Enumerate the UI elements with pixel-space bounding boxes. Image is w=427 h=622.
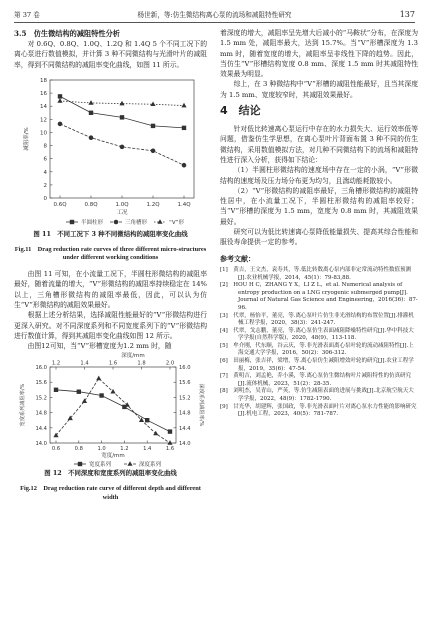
section-title-4: 4 结论: [220, 104, 261, 118]
y-axis-label: 减阻率/%: [24, 127, 30, 151]
right-paragraph-1: 着深度的增大，减阻率呈先增大后减小的“马鞍状”分布，在深度为 1.5 mm 处，减阻率最大，达到 15.7%。当“V”形槽深度为 1.3 mm 时，随着宽度的增大，减阻率呈非线性下降的趋势。因此，当仿生“V”形槽结构宽度 0.8 mm、深度 1.5 mm 时其减阻特性效果最为明显。: [220, 29, 418, 79]
data-point: [99, 394, 103, 398]
x-tick-label: 0.6Q: [53, 201, 67, 208]
x-top-tick-label: 1.4: [80, 360, 89, 367]
right-paragraph-4: （1）半圆柱形微结构的速度场中存在一定的小涡，“V”形微结构的速度场及压力场分布更为均匀，且湍动能耗散较小。: [220, 166, 418, 185]
data-point: [168, 430, 172, 434]
legend-marker: [114, 220, 119, 225]
reference-item: [9] 甘光华，胡建辉，张国政，等.非光滑表面叶片对离心泵水力性能的影响研究[J].机电工程，2023，40(5)：781-787.: [220, 403, 417, 418]
series-line: [56, 379, 170, 444]
data-point: [58, 94, 62, 98]
x-bottom-tick-label: 1.4: [143, 446, 152, 453]
y-right-tick-label: 15.2: [179, 395, 191, 402]
legend-marker: [157, 219, 162, 224]
y-tick-label: 2: [43, 182, 47, 189]
data-point: [82, 399, 87, 404]
x-bottom-tick-label: 0.6: [51, 446, 61, 453]
legend-marker: [78, 462, 82, 466]
y-right-tick-label: 14.8: [179, 411, 191, 418]
data-point: [57, 98, 62, 103]
reference-item: [6] 田丽梅，张吉祥，梁增，等.离心泵仿生减阻增效叶轮的研究[J].农业工程学报，2019，35(6)：47-54.: [220, 358, 414, 372]
data-point: [119, 101, 124, 106]
y-left-tick-label: 15.2: [35, 395, 47, 402]
legend-label: 三角槽形: [125, 219, 148, 226]
y-tick-label: 16: [40, 91, 47, 98]
data-point: [58, 122, 63, 127]
x-top-tick-label: 1.8: [137, 360, 146, 367]
y-tick-label: 12: [40, 117, 47, 124]
data-point: [182, 126, 186, 130]
x-tick-label: 1.2Q: [146, 201, 160, 208]
y-left-tick-label: 16.0: [35, 365, 47, 372]
references-title: 参考文献：: [220, 254, 255, 263]
x-bottom-tick-label: 0.8: [74, 446, 83, 453]
bottom-axis-label: 宽度/mm: [101, 453, 125, 460]
y-right-tick-label: 16.0: [179, 365, 191, 372]
data-point: [120, 144, 125, 149]
data-point: [151, 148, 156, 153]
y-tick-label: 8: [43, 143, 47, 150]
reference-item: [5] 牟介刚，代东顺，谷云庆，等.非光滑表面离心泵叶轮的流动减阻特性[J].上海交通大学学报，2016，50(2)：306-312.: [220, 342, 414, 357]
x-bottom-tick-label: 1.2: [120, 446, 129, 453]
data-point: [54, 388, 58, 392]
legend-marker: [127, 462, 132, 467]
right-paragraph-5: （2）“V”形微结构的减阻率最好，三角槽形微结构的减阻特性居中，在小流量工况下，半圆柱形微结构的减阻率较好；当“V”形槽的深度为 1.5 mm，宽度为 0.8 mm 时，其减阻效果最好。: [220, 186, 418, 226]
x-bottom-tick-label: 1.6: [165, 446, 175, 453]
y-tick-label: 4: [43, 169, 47, 176]
references-list: [220, 267, 418, 419]
y-right-tick-label: 14.0: [179, 441, 191, 448]
section-title-3-5: 3.5 仿生微结构的减阻特性分析: [14, 29, 120, 38]
data-point: [181, 103, 186, 108]
series-line: [56, 390, 170, 432]
page-number: 137: [399, 10, 415, 19]
data-point: [89, 110, 93, 114]
figure-11-chart: [14, 70, 207, 230]
y-right-tick-label: 15.6: [179, 380, 191, 387]
data-point: [89, 135, 94, 140]
figure-12-caption-en: Fig.12 Drag reduction rate curve of different depth and different width: [20, 485, 201, 501]
x-top-tick-label: 2.0: [165, 360, 175, 367]
data-point: [77, 390, 81, 394]
y-right-axis-label: 深度系列减阻率/%: [198, 383, 204, 427]
reference-item: [3] 代翠，杨怡平，董亮，等.离心泵叶片仿生非光滑结构的布置位置[J].排灌机械工程学报，2020，38(3)：241-247.: [220, 312, 414, 327]
x-top-tick-label: 1.6: [108, 360, 118, 367]
data-point: [88, 100, 93, 105]
page-header: [14, 8, 415, 23]
x-bottom-tick-label: 1.0: [97, 446, 106, 453]
figure-11-caption-cn: 图 11 不同工况下 3 种不同微结构的减阻率变化曲线: [33, 229, 188, 238]
left-paragraph-2: 由图 11 可知，在小流量工况下，半圆柱形微结构的减阻率最好，随着流量的增大，“V”形微结构的减阻率持续稳定在 14%以上，三角槽形微结构的减阻率最低，因此，可以认为仿生“V”形微结构的减阻效果最好。: [14, 270, 207, 309]
legend-label: “V”形: [169, 219, 184, 226]
reference-item: [2] HOU H C，ZHANG Y X，LI Z L，et al. Numerical analysis of entropy production on a LNG cryogenic submerged pump[J]. Journal of Natural Gas Science and Engineering，2016(36)：87-96.: [220, 282, 418, 311]
x-tick-label: 1.0Q: [115, 201, 129, 208]
y-tick-label: 14: [40, 104, 47, 111]
y-left-tick-label: 14.0: [35, 441, 47, 448]
y-tick-label: 0: [43, 195, 47, 202]
left-column: [14, 28, 207, 509]
reference-item: [8] 刘明杰，吴青山，严英，等.仿生减阻表面的进展与挑战[J].北京航空航天大学学报，2022，48(9)：1782-1790.: [220, 388, 414, 403]
volume-label: 第 37 卷: [14, 11, 40, 19]
plot-frame: [50, 367, 176, 443]
top-axis-label: 深度/mm: [121, 353, 145, 360]
x-top-tick-label: 1.2: [51, 360, 61, 367]
data-point: [120, 115, 124, 119]
legend-label: 宽度系列: [89, 462, 112, 469]
y-left-tick-label: 14.8: [35, 411, 47, 418]
y-left-tick-label: 15.6: [35, 380, 47, 387]
y-tick-label: 18: [40, 77, 47, 84]
figure-12-caption-cn: 图 12 不同深度和宽度系列的减阻率变化曲线: [44, 469, 177, 478]
legend-label: 深度系列: [139, 462, 162, 469]
x-tick-label: 0.8Q: [84, 201, 98, 208]
y-left-tick-label: 14.4: [35, 426, 47, 433]
running-title: 杨世新，等:仿生微结构离心泵的流场和减阻特性研究: [137, 11, 292, 19]
y-tick-label: 10: [40, 130, 47, 137]
y-left-axis-label: 宽度系列减阻率/%: [20, 383, 26, 427]
legend-label: 半圆柱形: [81, 219, 104, 226]
right-column: [220, 28, 418, 419]
reference-item: [1] 黄吉，王文杰，袁寿其，等.低比转数离心泵内部非定常流动特性数值预测[J].农业机械学报，2014，45(1)：79-83,88.: [220, 266, 412, 281]
right-paragraph-3: 针对低比转速离心泵运行中存在的水力损失大、运行效率低等问题，借鉴仿生学思想，在离心泵叶片背面布置 3 种不同的仿生微结构，采用数值模拟方法，对几种不同微结构下的流场和减阻特性进行深入分析，获得如下结论：: [220, 125, 418, 164]
x-tick-label: 1.4Q: [177, 201, 191, 208]
data-point: [150, 101, 155, 106]
data-point: [125, 403, 130, 408]
data-point: [145, 418, 149, 422]
data-point: [167, 441, 172, 446]
x-axis-label: 工况: [116, 209, 128, 216]
legend-marker: [70, 220, 74, 224]
left-paragraph-4: 由图12可知，当“V”形槽宽度为1.2 mm 时，随: [27, 342, 172, 351]
right-paragraph-2: 综上，在 3 种微结构中“V”形槽的减阻性能最好，且当其深度为 1.5 mm、宽度较窄时，其减阻效果最好。: [220, 80, 418, 99]
data-point: [182, 163, 187, 168]
reference-item: [4] 代翠，戈志鹏，董亮，等.离心泵仿生表面减阻降噪特性研究[J].华中科技大学学报(自然科学版)，2020，48(9)，113-118.: [220, 327, 414, 342]
data-point: [151, 124, 155, 128]
reference-item: [7] 黄明吉，刘孟艳，乔小溪，等.离心泵仿生微结构叶片减阻特性的仿真研究[J].流体机械，2023，51(2)：28-35.: [220, 373, 412, 387]
right-paragraph-6: 研究可以为低比转速离心泵降低能量损失、提高其综合性能和服役寿命提供一定的参考。: [220, 228, 418, 247]
left-paragraph-3: 根据上述分析结果，选择减阻性能最好的“V”形微结构进行更深入研究。对不同深度系列和不同宽度系列下的“V”形微结构进行数值计算，得到其减阻率变化曲线如图 12 所示。: [14, 311, 207, 340]
figure-12-chart: [14, 351, 207, 469]
data-point: [153, 431, 158, 436]
data-point: [96, 376, 101, 381]
y-tick-label: 6: [43, 156, 47, 163]
plot-frame: [50, 80, 194, 198]
y-right-tick-label: 14.4: [179, 426, 191, 433]
figure-11-caption-en: Fig.11 Drag reduction rate curves of three different micro-structures under different working conditions: [14, 245, 207, 262]
left-paragraph-1: 对 0.6Q、0.8Q、1.0Q、1.2Q 和 1.4Q 5 个不同工况下的离心泵进行数值模拟，并计算 3 种不同微结构与光滑叶片的减阻率，得到不同微结构的减阻率变化曲线，如图 11 所示。: [14, 40, 207, 69]
